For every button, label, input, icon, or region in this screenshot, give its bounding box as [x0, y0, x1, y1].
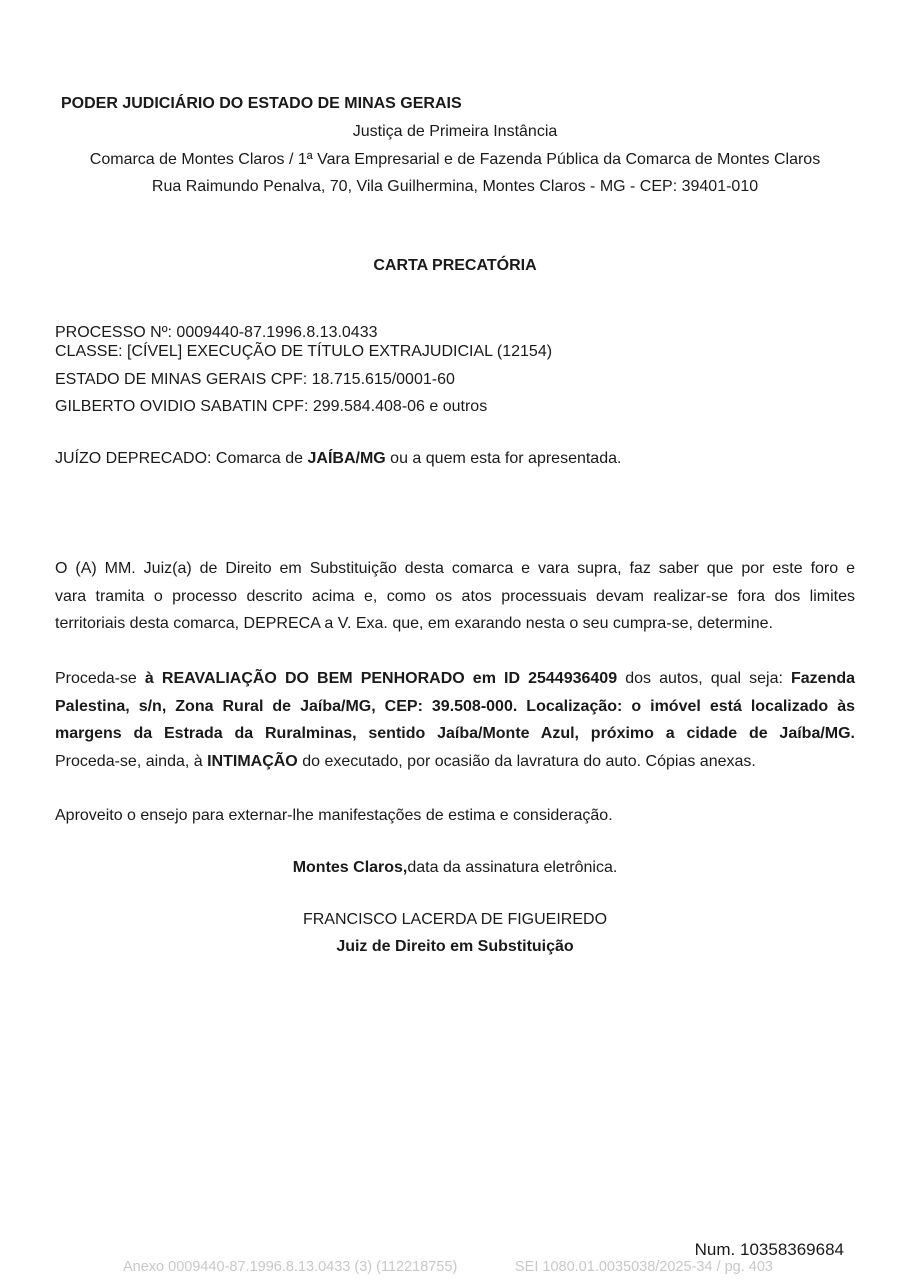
deprecated-location: JAÍBA/MG [307, 450, 386, 467]
text-segment: dos autos, qual seja: [617, 670, 791, 687]
paragraph-line: Palestina, s/n, Zona Rural de Jaíba/MG, CEP: 39.508-000. Localização: o imóvel está localizado às [55, 697, 855, 715]
annex-reference: Anexo 0009440-87.1996.8.13.0433 (3) (112218755) [123, 1259, 458, 1275]
paragraph-line: territoriais desta comarca, DEPRECA a V. Exa. que, em exarando nesta o seu cumpra-se, determine. [55, 615, 773, 632]
court-instance: Justiça de Primeira Instância [352, 123, 558, 140]
text-segment-bold: INTIMAÇÃO [207, 752, 298, 770]
paragraph-line: margens da Estrada da Ruralminas, sentido Jaíba/Monte Azul, próximo a cidade de Jaíba/MG. [55, 725, 855, 742]
text-segment: Proceda-se, ainda, à [55, 752, 208, 770]
paragraph-line: O (A) MM. Juiz(a) de Direito em Substituição desta comarca e vara supra, faz saber que por este foro e [55, 560, 855, 577]
court-address: Rua Raimundo Penalva, 70, Vila Guilhermina, Montes Claros - MG - CEP: 39401-010 [151, 178, 759, 195]
document-number: Num. 10358369684 [694, 1240, 844, 1259]
deprecated-court [55, 449, 621, 469]
process-number: PROCESSO Nº: 0009440-87.1996.8.13.0433 [55, 324, 378, 341]
paragraph-line: vara tramita o processo descrito acima e, como os atos processuais devam realizar-se fora dos limites [55, 587, 855, 605]
deprecated-suffix: ou a quem esta for apresentada. [385, 450, 622, 467]
party-one: ESTADO DE MINAS GERAIS CPF: 18.715.615/0001-60 [55, 371, 455, 388]
case-class: CLASSE: [CÍVEL] EXECUÇÃO DE TÍTULO EXTRAJUDICIAL (12154) [55, 343, 553, 360]
deprecated-prefix: JUÍZO DEPRECADO: Comarca de [55, 450, 308, 467]
court-name: PODER JUDICIÁRIO DO ESTADO DE MINAS GERAIS [61, 95, 462, 112]
sei-reference: SEI 1080.01.0035038/2025-34 / pg. 403 [515, 1259, 773, 1275]
court-district: Comarca de Montes Claros / 1ª Vara Empresarial e de Fazenda Pública da Comarca de Montes Claros [89, 151, 821, 168]
text-segment: do executado, por ocasião da lavratura do auto. Cópias anexas. [297, 752, 756, 770]
paragraph-line [55, 665, 855, 693]
text-segment-bold: Fazenda [791, 670, 856, 687]
date-text: data da assinatura eletrônica. [407, 859, 618, 876]
paragraph-line [55, 748, 855, 776]
closing-sentence: Aproveito o ensejo para externar-lhe manifestações de estima e consideração. [55, 807, 613, 824]
text-segment-bold: à REAVALIAÇÃO DO BEM PENHORADO em ID 2544936409 [144, 670, 618, 687]
place-date [0, 858, 910, 878]
document-title: CARTA PRECATÓRIA [373, 257, 537, 274]
paragraph-deprecation [55, 555, 855, 638]
city: Montes Claros, [292, 859, 408, 876]
signer-role: Juiz de Direito em Substituição [336, 938, 574, 955]
paragraph-reevaluation [55, 665, 855, 775]
signer-name: FRANCISCO LACERDA DE FIGUEIREDO [302, 911, 608, 928]
party-two: GILBERTO OVIDIO SABATIN CPF: 299.584.408-06 e outros [55, 398, 488, 415]
text-segment: Proceda-se [55, 670, 145, 687]
